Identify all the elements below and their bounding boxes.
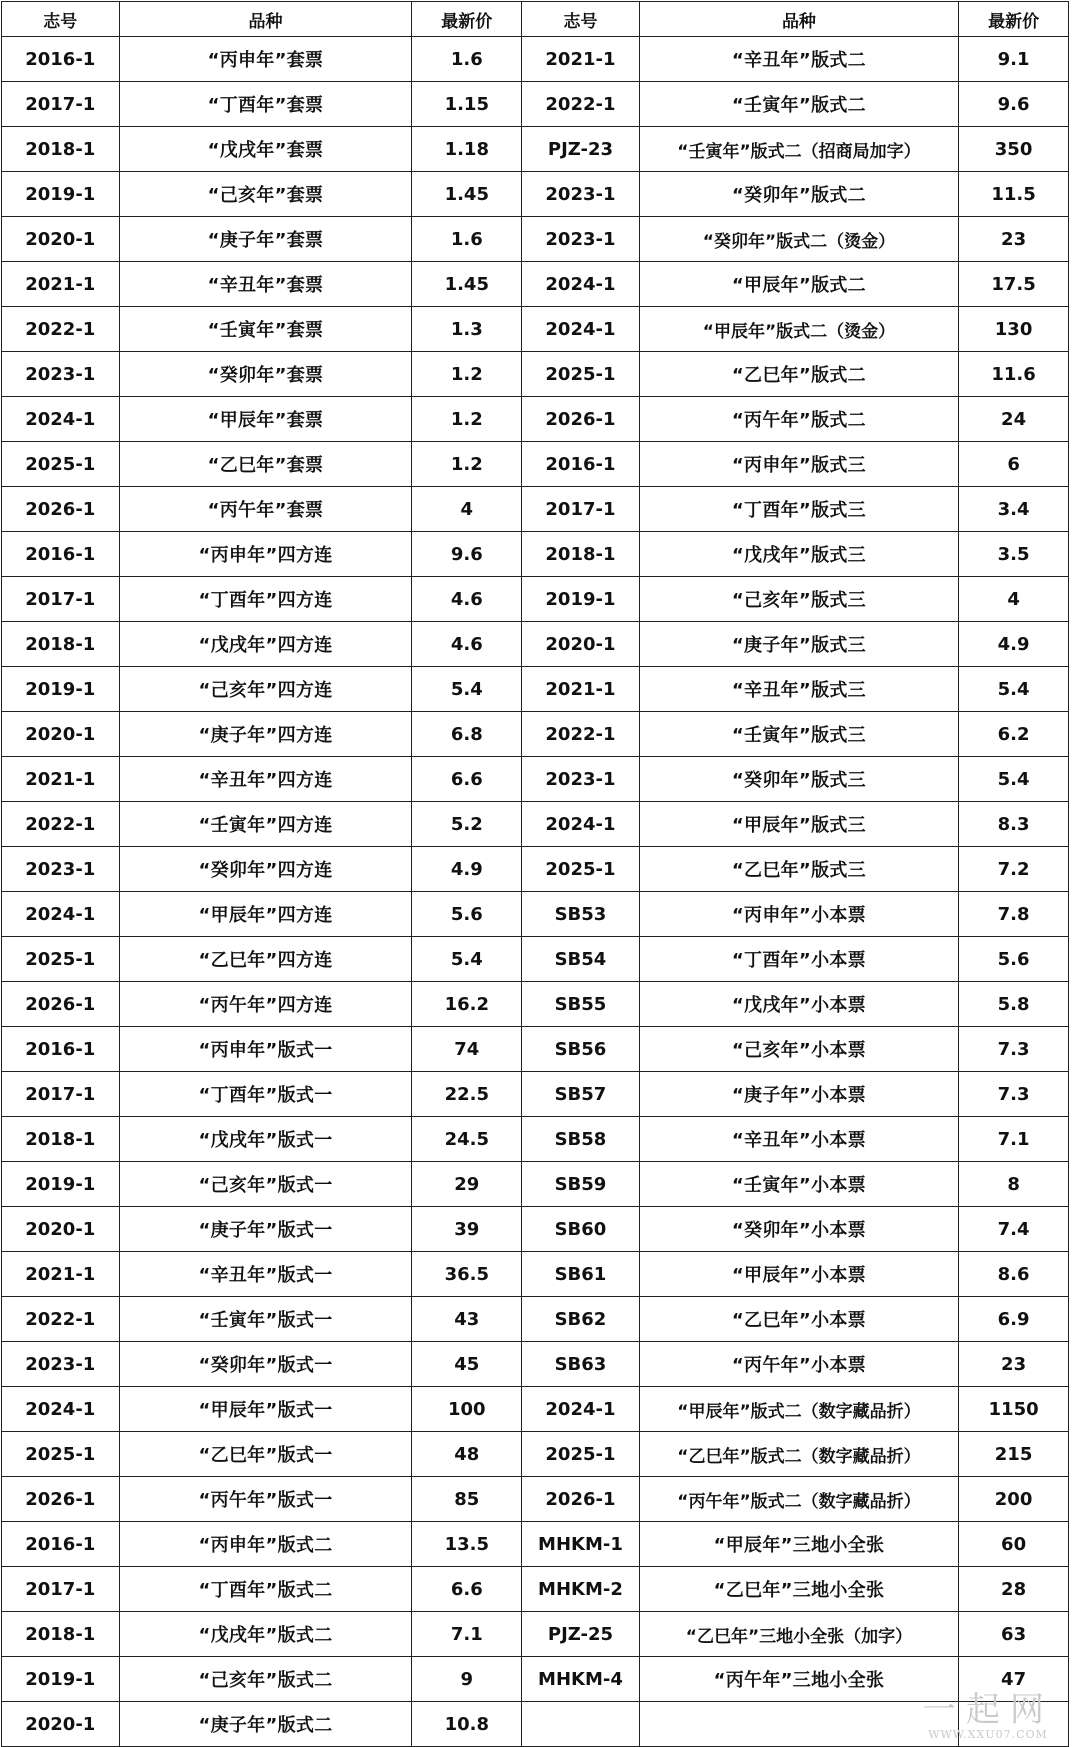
cell-code-left: 2022-1 <box>2 802 120 847</box>
table-row <box>2 1657 1069 1702</box>
cell-code-left: 2020-1 <box>2 712 120 757</box>
cell-code-left: 2025-1 <box>2 1432 120 1477</box>
cell-variety-right: “庚子年”版式三 <box>639 622 958 667</box>
cell-code-right: SB59 <box>522 1162 640 1207</box>
cell-variety-left: “壬寅年”套票 <box>119 307 412 352</box>
cell-price-right: 8 <box>959 1162 1069 1207</box>
table-row <box>2 1027 1069 1072</box>
cell-variety-right: “己亥年”版式三 <box>639 577 958 622</box>
cell-variety-left: “庚子年”套票 <box>119 217 412 262</box>
cell-variety-right: “丁酉年”小本票 <box>639 937 958 982</box>
cell-code-left: 2025-1 <box>2 442 120 487</box>
cell-variety-right: “癸卯年”版式三 <box>639 757 958 802</box>
cell-price-left: 74 <box>412 1027 522 1072</box>
table-row <box>2 1297 1069 1342</box>
cell-variety-left: “丙申年”套票 <box>119 37 412 82</box>
cell-code-right: SB58 <box>522 1117 640 1162</box>
cell-code-right: 2024-1 <box>522 262 640 307</box>
cell-variety-right: “乙巳年”版式三 <box>639 847 958 892</box>
cell-variety-left: “癸卯年”四方连 <box>119 847 412 892</box>
table-row <box>2 442 1069 487</box>
cell-code-left: 2023-1 <box>2 847 120 892</box>
cell-code-left: 2020-1 <box>2 217 120 262</box>
cell-code-left: 2018-1 <box>2 127 120 172</box>
cell-variety-right: “辛丑年”版式三 <box>639 667 958 712</box>
cell-variety-left: “丁酉年”四方连 <box>119 577 412 622</box>
cell-variety-left: “丙午年”四方连 <box>119 982 412 1027</box>
cell-variety-left: “己亥年”版式一 <box>119 1162 412 1207</box>
cell-variety-left: “丙午年”版式一 <box>119 1477 412 1522</box>
cell-price-right: 5.4 <box>959 757 1069 802</box>
cell-price-left: 4.9 <box>412 847 522 892</box>
cell-price-right: 5.4 <box>959 667 1069 712</box>
cell-variety-right: “丙申年”版式三 <box>639 442 958 487</box>
cell-price-left: 24.5 <box>412 1117 522 1162</box>
cell-price-left: 85 <box>412 1477 522 1522</box>
cell-code-right: SB61 <box>522 1252 640 1297</box>
cell-price-right: 350 <box>959 127 1069 172</box>
cell-price-left: 1.45 <box>412 262 522 307</box>
table-row <box>2 937 1069 982</box>
cell-price-left: 9 <box>412 1657 522 1702</box>
cell-code-right: 2018-1 <box>522 532 640 577</box>
header-price-left: 最新价 <box>412 2 522 37</box>
cell-code-right: SB53 <box>522 892 640 937</box>
table-row <box>2 532 1069 577</box>
table-row <box>2 1432 1069 1477</box>
cell-variety-right: “甲辰年”版式二（烫金） <box>639 307 958 352</box>
cell-price-left: 1.2 <box>412 352 522 397</box>
cell-variety-right: “壬寅年”版式三 <box>639 712 958 757</box>
cell-code-right: SB63 <box>522 1342 640 1387</box>
cell-code-left: 2021-1 <box>2 1252 120 1297</box>
cell-code-right: PJZ-25 <box>522 1612 640 1657</box>
cell-variety-right: “甲辰年”版式三 <box>639 802 958 847</box>
cell-variety-left: “戊戌年”套票 <box>119 127 412 172</box>
table-row <box>2 1477 1069 1522</box>
watermark-text: 一起网 <box>922 1690 1054 1730</box>
cell-variety-right <box>639 1702 958 1747</box>
cell-code-right: MHKM-2 <box>522 1567 640 1612</box>
table-row <box>2 127 1069 172</box>
cell-variety-right: “壬寅年”版式二 <box>639 82 958 127</box>
cell-price-left: 1.15 <box>412 82 522 127</box>
cell-variety-left: “甲辰年”版式一 <box>119 1387 412 1432</box>
cell-price-right: 200 <box>959 1477 1069 1522</box>
cell-code-right: SB54 <box>522 937 640 982</box>
cell-price-right: 3.5 <box>959 532 1069 577</box>
cell-price-right: 130 <box>959 307 1069 352</box>
cell-price-left: 43 <box>412 1297 522 1342</box>
cell-price-right: 9.1 <box>959 37 1069 82</box>
table-row <box>2 37 1069 82</box>
cell-variety-left: “乙巳年”四方连 <box>119 937 412 982</box>
cell-code-left: 2019-1 <box>2 172 120 217</box>
cell-variety-left: “壬寅年”版式一 <box>119 1297 412 1342</box>
cell-code-left: 2026-1 <box>2 982 120 1027</box>
cell-code-left: 2024-1 <box>2 892 120 937</box>
cell-code-left: 2024-1 <box>2 397 120 442</box>
cell-code-right: SB60 <box>522 1207 640 1252</box>
cell-code-left: 2017-1 <box>2 1567 120 1612</box>
cell-price-left: 100 <box>412 1387 522 1432</box>
cell-variety-right: “乙巳年”小本票 <box>639 1297 958 1342</box>
cell-code-left: 2022-1 <box>2 307 120 352</box>
cell-code-right: 2025-1 <box>522 847 640 892</box>
cell-price-left: 6.8 <box>412 712 522 757</box>
cell-code-right <box>522 1702 640 1747</box>
cell-variety-left: “庚子年”版式二 <box>119 1702 412 1747</box>
cell-code-right: 2022-1 <box>522 82 640 127</box>
stamp-price-table <box>1 1 1069 1747</box>
cell-variety-right: “己亥年”小本票 <box>639 1027 958 1072</box>
cell-price-left: 1.3 <box>412 307 522 352</box>
cell-variety-left: “丁酉年”版式一 <box>119 1072 412 1117</box>
cell-code-left: 2019-1 <box>2 667 120 712</box>
table-row <box>2 487 1069 532</box>
cell-code-right: 2017-1 <box>522 487 640 532</box>
cell-code-left: 2021-1 <box>2 262 120 307</box>
cell-code-left: 2016-1 <box>2 37 120 82</box>
cell-variety-right: “壬寅年”版式二（招商局加字） <box>639 127 958 172</box>
cell-variety-right: “戊戌年”版式三 <box>639 532 958 577</box>
table-row <box>2 1117 1069 1162</box>
cell-price-left: 9.6 <box>412 532 522 577</box>
cell-variety-right: “丙午年”小本票 <box>639 1342 958 1387</box>
table-row <box>2 892 1069 937</box>
cell-code-left: 2022-1 <box>2 1297 120 1342</box>
cell-variety-right: “辛丑年”版式二 <box>639 37 958 82</box>
cell-price-left: 1.2 <box>412 442 522 487</box>
cell-code-left: 2018-1 <box>2 1612 120 1657</box>
cell-variety-right: “甲辰年”版式二（数字藏品折） <box>639 1387 958 1432</box>
cell-variety-left: “丁酉年”版式二 <box>119 1567 412 1612</box>
cell-code-left: 2017-1 <box>2 577 120 622</box>
cell-price-right: 5.8 <box>959 982 1069 1027</box>
cell-code-right: 2026-1 <box>522 397 640 442</box>
cell-price-left: 6.6 <box>412 757 522 802</box>
cell-code-left: 2017-1 <box>2 1072 120 1117</box>
table-row <box>2 82 1069 127</box>
cell-price-left: 29 <box>412 1162 522 1207</box>
cell-variety-left: “乙巳年”版式一 <box>119 1432 412 1477</box>
cell-variety-left: “己亥年”四方连 <box>119 667 412 712</box>
table-row <box>2 847 1069 892</box>
cell-price-right: 24 <box>959 397 1069 442</box>
cell-code-right: 2023-1 <box>522 217 640 262</box>
cell-variety-left: “甲辰年”套票 <box>119 397 412 442</box>
cell-price-left: 4 <box>412 487 522 532</box>
cell-code-right: 2023-1 <box>522 172 640 217</box>
cell-price-left: 4.6 <box>412 577 522 622</box>
cell-price-right: 23 <box>959 217 1069 262</box>
site-watermark <box>922 1692 1054 1741</box>
table-row <box>2 1162 1069 1207</box>
header-variety-left: 品种 <box>119 2 412 37</box>
cell-code-right: 2021-1 <box>522 667 640 712</box>
cell-price-right: 11.5 <box>959 172 1069 217</box>
cell-code-right: 2023-1 <box>522 757 640 802</box>
cell-code-right: PJZ-23 <box>522 127 640 172</box>
cell-code-right: SB56 <box>522 1027 640 1072</box>
cell-code-left: 2018-1 <box>2 622 120 667</box>
cell-variety-left: “甲辰年”四方连 <box>119 892 412 937</box>
cell-code-right: 2025-1 <box>522 1432 640 1477</box>
cell-variety-left: “癸卯年”套票 <box>119 352 412 397</box>
cell-price-right: 17.5 <box>959 262 1069 307</box>
table-row <box>2 982 1069 1027</box>
cell-code-right: 2021-1 <box>522 37 640 82</box>
cell-variety-right: “甲辰年”小本票 <box>639 1252 958 1297</box>
table-row <box>2 217 1069 262</box>
table-header-row <box>2 2 1069 37</box>
table-row <box>2 397 1069 442</box>
cell-code-right: SB62 <box>522 1297 640 1342</box>
cell-code-left: 2026-1 <box>2 1477 120 1522</box>
table-row <box>2 667 1069 712</box>
cell-code-left: 2020-1 <box>2 1207 120 1252</box>
cell-variety-left: “己亥年”套票 <box>119 172 412 217</box>
cell-variety-right: “丙午年”版式二（数字藏品折） <box>639 1477 958 1522</box>
cell-code-right: 2019-1 <box>522 577 640 622</box>
cell-variety-right: “癸卯年”版式二（烫金） <box>639 217 958 262</box>
table-row <box>2 1342 1069 1387</box>
header-variety-right: 品种 <box>639 2 958 37</box>
cell-code-left: 2021-1 <box>2 757 120 802</box>
table-row <box>2 1702 1069 1747</box>
cell-price-left: 5.4 <box>412 937 522 982</box>
cell-variety-left: “壬寅年”四方连 <box>119 802 412 847</box>
cell-variety-left: “戊戌年”版式一 <box>119 1117 412 1162</box>
cell-price-right: 23 <box>959 1342 1069 1387</box>
cell-code-left: 2019-1 <box>2 1657 120 1702</box>
cell-code-right: 2024-1 <box>522 802 640 847</box>
cell-variety-left: “己亥年”版式二 <box>119 1657 412 1702</box>
cell-variety-left: “癸卯年”版式一 <box>119 1342 412 1387</box>
cell-variety-left: “戊戌年”四方连 <box>119 622 412 667</box>
cell-variety-right: “甲辰年”三地小全张 <box>639 1522 958 1567</box>
cell-variety-left: “丙午年”套票 <box>119 487 412 532</box>
cell-code-left: 2016-1 <box>2 1522 120 1567</box>
cell-code-left: 2020-1 <box>2 1702 120 1747</box>
cell-price-right: 6 <box>959 442 1069 487</box>
cell-price-right: 8.6 <box>959 1252 1069 1297</box>
cell-variety-right: “丁酉年”版式三 <box>639 487 958 532</box>
cell-price-left: 1.2 <box>412 397 522 442</box>
cell-code-right: 2016-1 <box>522 442 640 487</box>
cell-variety-right: “丙申年”小本票 <box>639 892 958 937</box>
cell-price-right: 60 <box>959 1522 1069 1567</box>
cell-price-right: 7.3 <box>959 1072 1069 1117</box>
header-code-right: 志号 <box>522 2 640 37</box>
cell-price-right: 63 <box>959 1612 1069 1657</box>
cell-price-left: 5.4 <box>412 667 522 712</box>
cell-code-left: 2023-1 <box>2 352 120 397</box>
cell-price-right: 47 <box>959 1657 1069 1702</box>
cell-code-left: 2019-1 <box>2 1162 120 1207</box>
cell-variety-left: “庚子年”四方连 <box>119 712 412 757</box>
cell-price-left: 1.6 <box>412 37 522 82</box>
cell-price-right: 8.3 <box>959 802 1069 847</box>
cell-code-left: 2024-1 <box>2 1387 120 1432</box>
table-row <box>2 1207 1069 1252</box>
cell-price-right: 5.6 <box>959 937 1069 982</box>
cell-code-right: MHKM-4 <box>522 1657 640 1702</box>
cell-code-left: 2016-1 <box>2 1027 120 1072</box>
cell-price-left: 13.5 <box>412 1522 522 1567</box>
cell-variety-left: “乙巳年”套票 <box>119 442 412 487</box>
cell-price-left: 22.5 <box>412 1072 522 1117</box>
table-row <box>2 712 1069 757</box>
cell-code-right: MHKM-1 <box>522 1522 640 1567</box>
cell-price-right: 7.8 <box>959 892 1069 937</box>
cell-price-left: 6.6 <box>412 1567 522 1612</box>
table-row <box>2 1612 1069 1657</box>
cell-variety-left: “辛丑年”四方连 <box>119 757 412 802</box>
cell-price-right: 11.6 <box>959 352 1069 397</box>
cell-code-left: 2017-1 <box>2 82 120 127</box>
cell-price-left: 10.8 <box>412 1702 522 1747</box>
cell-price-left: 45 <box>412 1342 522 1387</box>
cell-price-right: 7.3 <box>959 1027 1069 1072</box>
table-row <box>2 262 1069 307</box>
cell-variety-left: “丙申年”四方连 <box>119 532 412 577</box>
cell-price-right: 7.1 <box>959 1117 1069 1162</box>
cell-price-right: 6.2 <box>959 712 1069 757</box>
cell-variety-right: “癸卯年”版式二 <box>639 172 958 217</box>
cell-variety-left: “庚子年”版式一 <box>119 1207 412 1252</box>
cell-variety-left: “丙申年”版式一 <box>119 1027 412 1072</box>
cell-variety-right: “辛丑年”小本票 <box>639 1117 958 1162</box>
cell-variety-right: “乙巳年”版式二 <box>639 352 958 397</box>
cell-code-left: 2023-1 <box>2 1342 120 1387</box>
cell-code-right: 2026-1 <box>522 1477 640 1522</box>
cell-price-right: 6.9 <box>959 1297 1069 1342</box>
cell-variety-left: “丁酉年”套票 <box>119 82 412 127</box>
cell-variety-right: “乙巳年”三地小全张 <box>639 1567 958 1612</box>
cell-price-left: 5.6 <box>412 892 522 937</box>
cell-variety-left: “辛丑年”版式一 <box>119 1252 412 1297</box>
table-row <box>2 757 1069 802</box>
cell-variety-right: “乙巳年”三地小全张（加字） <box>639 1612 958 1657</box>
table-row <box>2 1252 1069 1297</box>
cell-code-right: SB55 <box>522 982 640 1027</box>
cell-price-right: 1150 <box>959 1387 1069 1432</box>
cell-variety-left: “辛丑年”套票 <box>119 262 412 307</box>
header-code-left: 志号 <box>2 2 120 37</box>
cell-price-right: 4.9 <box>959 622 1069 667</box>
cell-price-left: 16.2 <box>412 982 522 1027</box>
cell-price-left: 7.1 <box>412 1612 522 1657</box>
cell-variety-right: “壬寅年”小本票 <box>639 1162 958 1207</box>
cell-price-left: 1.18 <box>412 127 522 172</box>
cell-variety-right: “乙巳年”版式二（数字藏品折） <box>639 1432 958 1477</box>
cell-price-right: 9.6 <box>959 82 1069 127</box>
cell-code-left: 2018-1 <box>2 1117 120 1162</box>
cell-price-left: 39 <box>412 1207 522 1252</box>
cell-price-left: 1.6 <box>412 217 522 262</box>
cell-price-left: 1.45 <box>412 172 522 217</box>
cell-code-right: 2022-1 <box>522 712 640 757</box>
cell-variety-right: “甲辰年”版式二 <box>639 262 958 307</box>
table-row <box>2 1387 1069 1432</box>
table-row <box>2 307 1069 352</box>
table-row <box>2 1072 1069 1117</box>
cell-price-left: 4.6 <box>412 622 522 667</box>
table-row <box>2 622 1069 667</box>
cell-code-right: 2020-1 <box>522 622 640 667</box>
table-row <box>2 802 1069 847</box>
cell-code-right: 2025-1 <box>522 352 640 397</box>
cell-code-left: 2026-1 <box>2 487 120 532</box>
table-body <box>2 37 1069 1747</box>
cell-price-left: 5.2 <box>412 802 522 847</box>
table-row <box>2 1567 1069 1612</box>
cell-price-left: 48 <box>412 1432 522 1477</box>
cell-price-left: 36.5 <box>412 1252 522 1297</box>
cell-price-right: 7.2 <box>959 847 1069 892</box>
cell-code-right: 2024-1 <box>522 1387 640 1432</box>
cell-code-left: 2025-1 <box>2 937 120 982</box>
cell-code-right: SB57 <box>522 1072 640 1117</box>
cell-variety-right: “戊戌年”小本票 <box>639 982 958 1027</box>
table-row <box>2 172 1069 217</box>
watermark-url: WWW.XXU07.COM <box>928 1728 1048 1741</box>
cell-variety-left: “戊戌年”版式二 <box>119 1612 412 1657</box>
cell-price-right: 7.4 <box>959 1207 1069 1252</box>
cell-variety-right: “癸卯年”小本票 <box>639 1207 958 1252</box>
cell-code-right: 2024-1 <box>522 307 640 352</box>
cell-price-right: 28 <box>959 1567 1069 1612</box>
cell-price-right: 4 <box>959 577 1069 622</box>
cell-code-left: 2016-1 <box>2 532 120 577</box>
cell-variety-right: “丙午年”三地小全张 <box>639 1657 958 1702</box>
table-row <box>2 1522 1069 1567</box>
cell-variety-right: “庚子年”小本票 <box>639 1072 958 1117</box>
cell-variety-right: “丙午年”版式二 <box>639 397 958 442</box>
table-row <box>2 577 1069 622</box>
cell-price-right: 215 <box>959 1432 1069 1477</box>
header-price-right: 最新价 <box>959 2 1069 37</box>
table-row <box>2 352 1069 397</box>
cell-price-right: 3.4 <box>959 487 1069 532</box>
cell-variety-left: “丙申年”版式二 <box>119 1522 412 1567</box>
